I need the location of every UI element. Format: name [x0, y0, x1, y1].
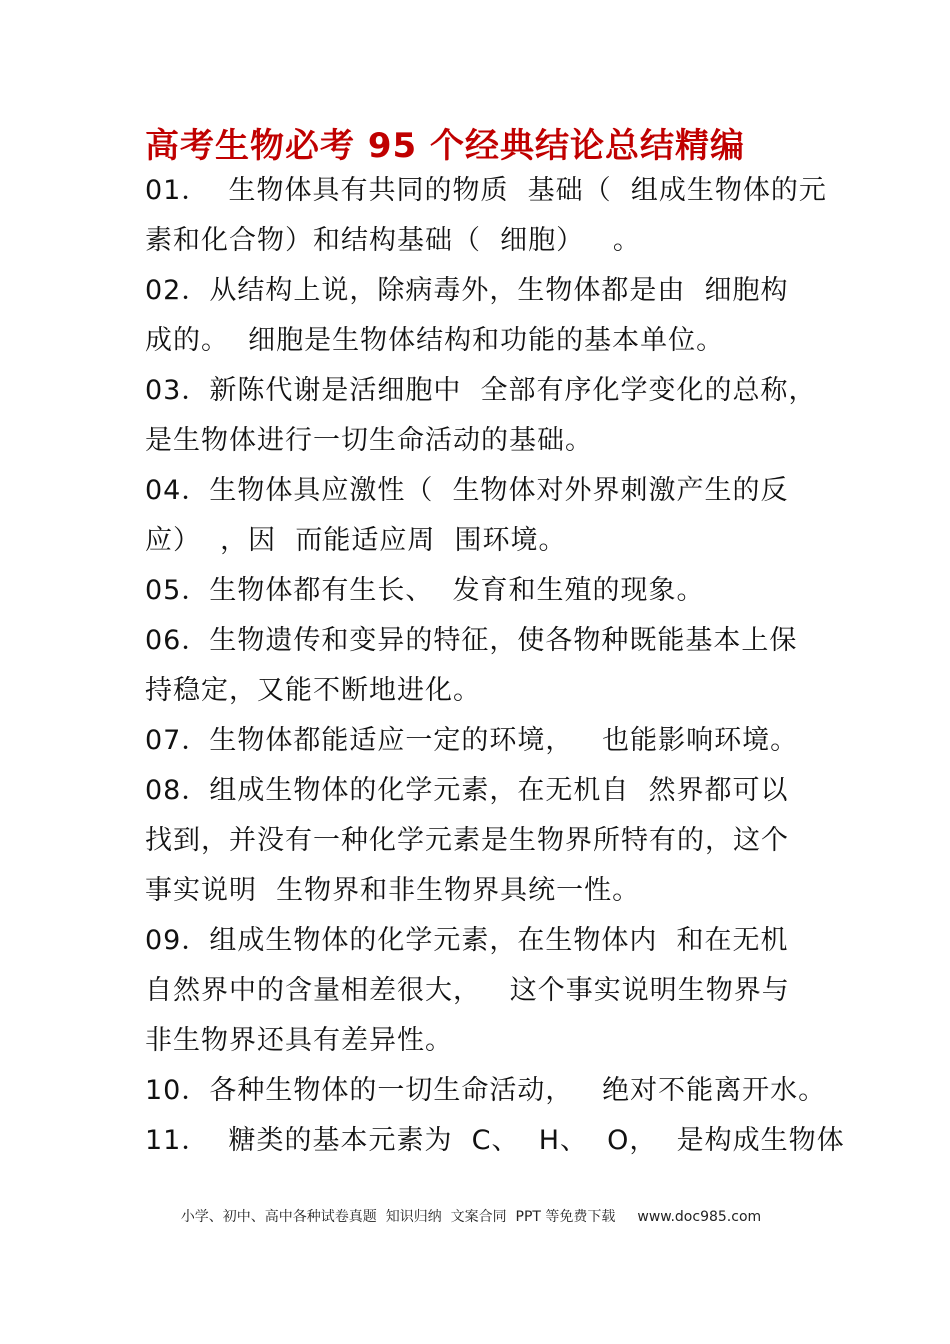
- body-line: 自然界中的含量相差很大， 这个事实说明生物界与: [145, 975, 790, 1006]
- body-line: 成的。 细胞是生物体结构和功能的基本单位。: [145, 325, 725, 356]
- body-line: 找到，并没有一种化学元素是生物界所特有的，这个: [145, 825, 789, 856]
- body-line: 06．生物遗传和变异的特征，使各物种既能基本上保: [145, 625, 798, 656]
- body-line: 10．各种生物体的一切生命活动， 绝对不能离开水。: [145, 1075, 827, 1106]
- body-line: 07．生物体都能适应一定的环境， 也能影响环境。: [145, 725, 799, 756]
- body-line: 05．生物体都有生长、 发育和生殖的现象。: [145, 575, 705, 606]
- body-line: 应） ，因 而能适应周 围环境。: [145, 525, 567, 556]
- body-line: 持稳定，又能不断地进化。: [145, 675, 481, 706]
- body-line: 02．从结构上说，除病毒外，生物体都是由 细胞构: [145, 275, 789, 306]
- document-body: [145, 166, 845, 1166]
- body-line: 素和化合物）和结构基础（ 细胞） 。: [145, 225, 641, 256]
- body-line: 11． 糖类的基本元素为 C、 H、 O， 是构成生物体: [145, 1125, 845, 1156]
- body-line: 事实说明 生物界和非生物界具统一性。: [145, 875, 641, 906]
- body-line: 是生物体进行一切生命活动的基础。: [145, 425, 593, 456]
- body-line: 01． 生物体具有共同的物质 基础（ 组成生物体的元: [145, 175, 827, 206]
- document-title: 高考生物必考 95 个经典结论总结精编: [145, 126, 745, 166]
- body-line: 08．组成生物体的化学元素，在无机自 然界都可以: [145, 775, 789, 806]
- footer-url[interactable]: www.doc985.com: [637, 1209, 762, 1225]
- body-line: 非生物界还具有差异性。: [145, 1025, 453, 1056]
- page-footer: [163, 1190, 761, 1242]
- body-line: 09．组成生物体的化学元素，在生物体内 和在无机: [145, 925, 789, 956]
- footer-text: 小学、初中、高中各种试卷真题 知识归纳 文案合同 PPT 等免费下载: [180, 1209, 616, 1225]
- body-line: 04．生物体具应激性（ 生物体对外界刺激产生的反: [145, 475, 789, 506]
- body-line: 03．新陈代谢是活细胞中 全部有序化学变化的总称，: [145, 375, 817, 406]
